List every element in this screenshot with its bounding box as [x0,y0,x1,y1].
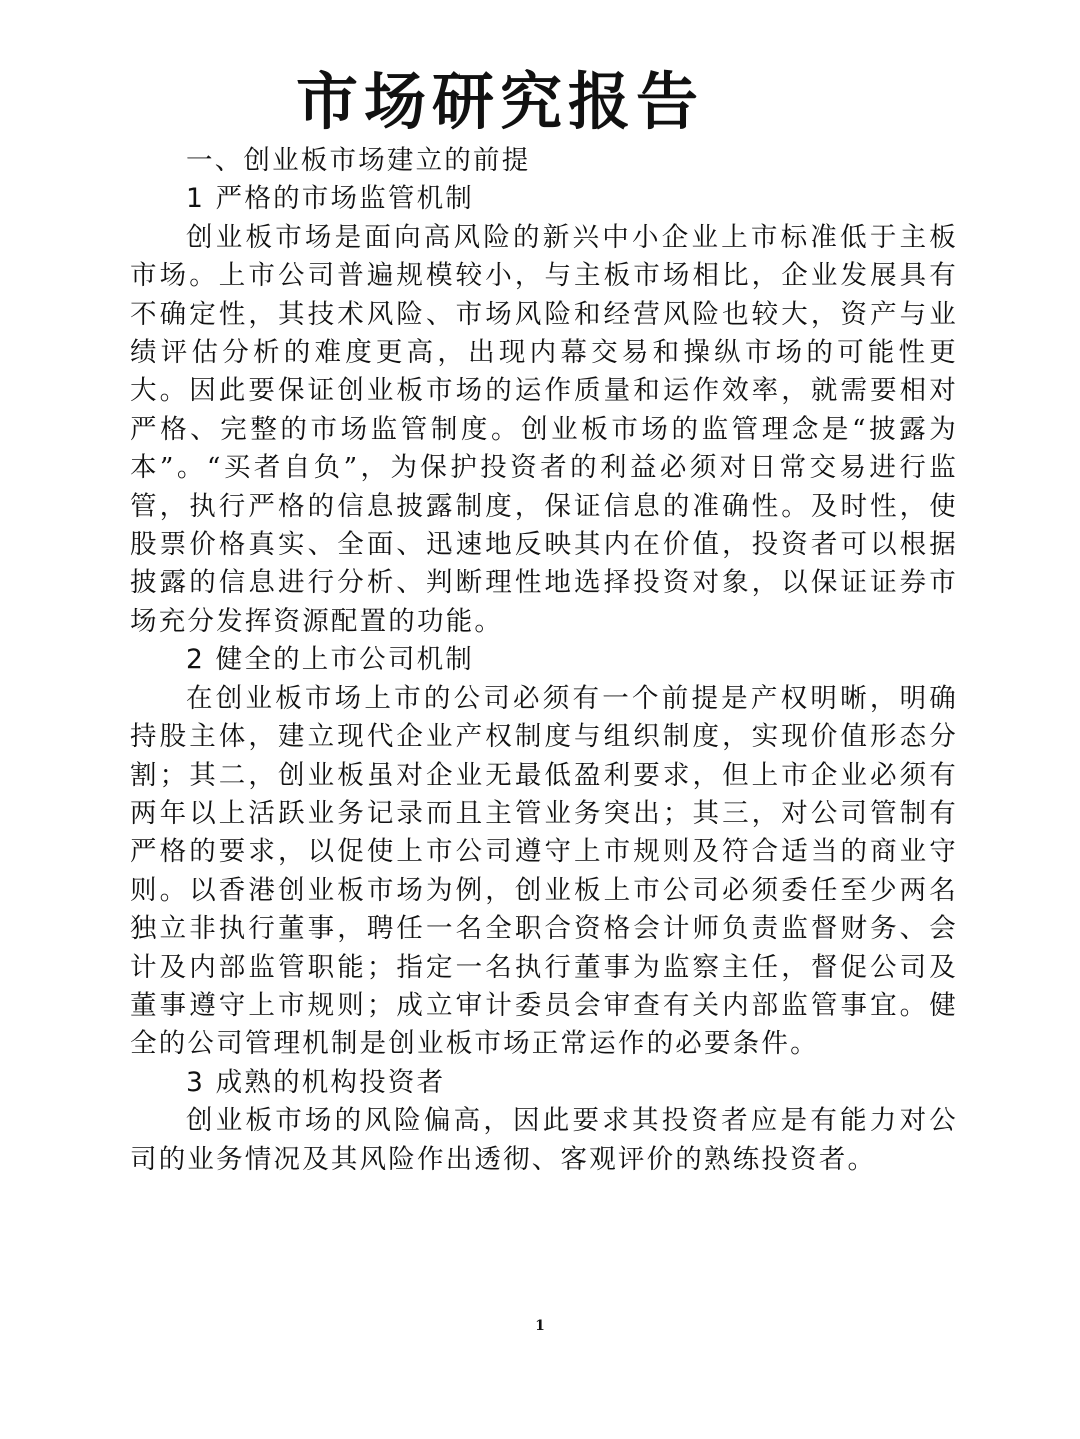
document-title: 市场研究报告 [295,65,704,138]
subsection-heading: 1 严格的市场监管机制 [186,183,474,215]
document-body [130,142,958,1179]
section-heading: 一、创业板市场建立的前提 [186,145,531,176]
subsection-heading: 2 健全的上市公司机制 [186,644,474,676]
paragraph: 创业板市场的风险偏高，因此要求其投资者应是有能力对公司的业务情况及其风险作出透彻、客观评价的熟练投资者。 [130,1105,958,1175]
subsection-heading: 3 成熟的机构投资者 [186,1066,446,1098]
paragraph: 创业板市场是面向高风险的新兴中小企业上市标准低于主板市场。上市公司普遍规模较小，与主板市场相比，企业发展具有不确定性，其技术风险、市场风险和经营风险也较大，资产与业绩评估分析的难度更高，出现内幕交易和操纵市场的可能性更大。因此要保证创业板市场的运作质量和运作效率，就需要相对严格、完整的市场监管制度。创业板市场的监管理念是“披露为本”。“买者自负”，为保护投资者的利益必须对日常交易进行监管，执行严格的信息披露制度，保证信息的准确性。及时性，使股票价格真实、全面、迅速地反映其内在价值，投资者可以根据披露的信息进行分析、判断理性地选择投资对象，以保证证券市场充分发挥资源配置的功能。 [130,221,958,637]
page-number: 1 [535,1318,545,1334]
paragraph: 在创业板市场上市的公司必须有一个前提是产权明晰，明确持股主体，建立现代企业产权制度与组织制度，实现价值形态分割；其二，创业板虽对企业无最低盈利要求，但上市企业必须有两年以上活跃业务记录而且主管业务突出；其三，对公司管制有严格的要求，以促使上市公司遵守上市规则及符合适当的商业守则。以香港创业板市场为例，创业板上市公司必须委任至少两名独立非执行董事，聘任一名全职合资格会计师负责监督财务、会计及内部监管职能；指定一名执行董事为监察主任，督促公司及董事遵守上市规则；成立审计委员会审查有关内部监管事宜。健全的公司管理机制是创业板市场正常运作的必要条件。 [130,682,958,1060]
